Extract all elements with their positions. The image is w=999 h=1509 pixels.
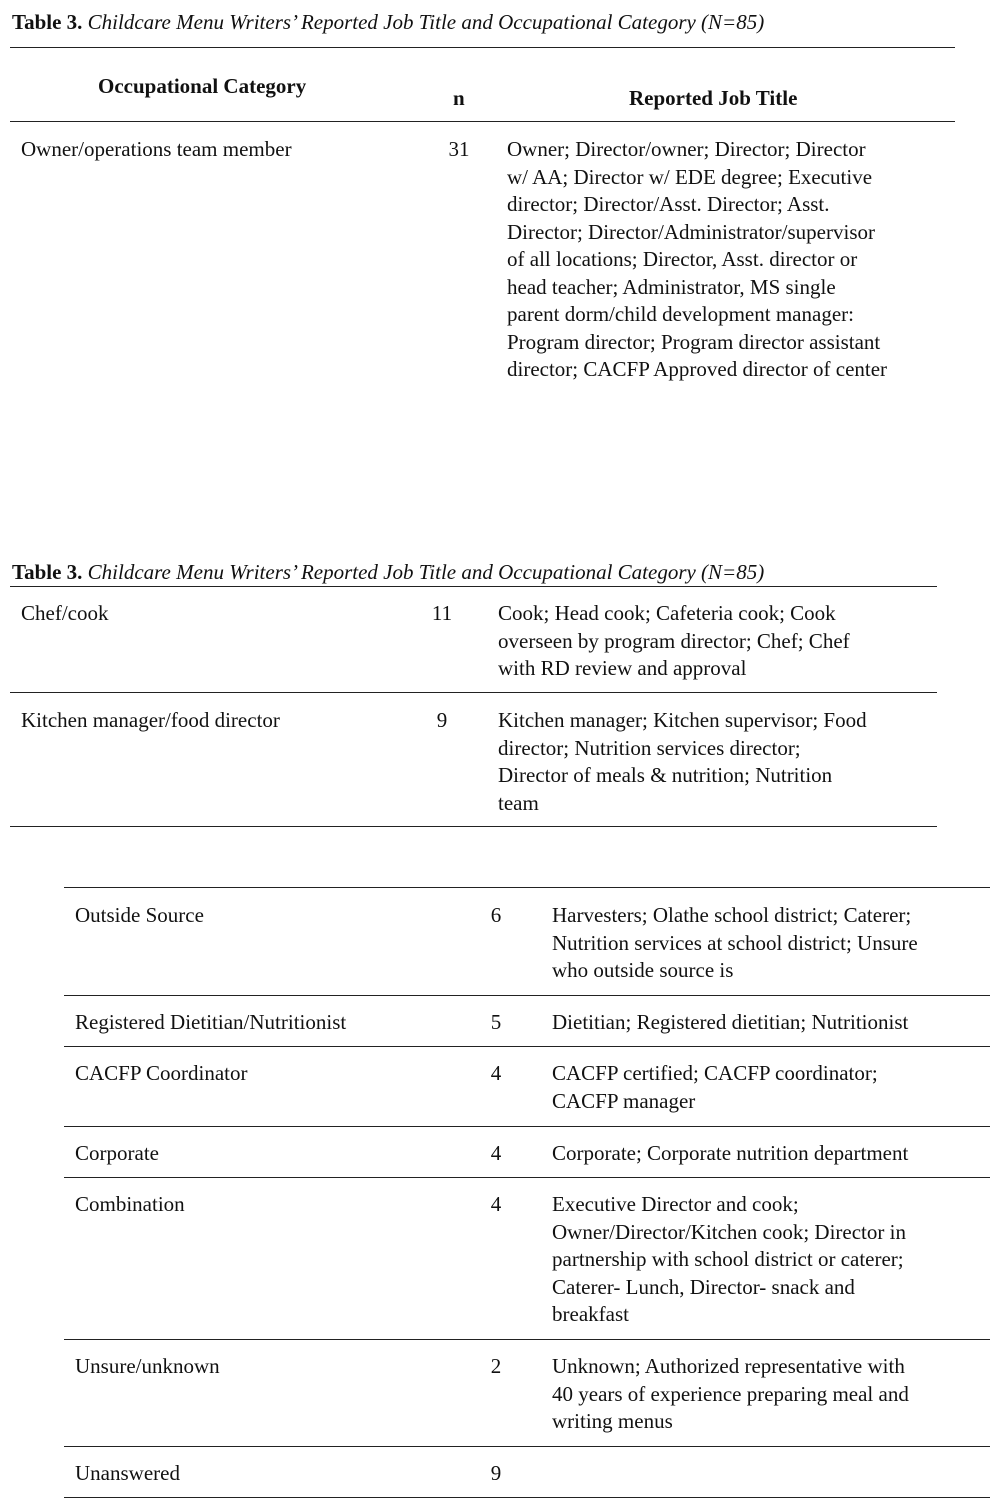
rule: [10, 586, 937, 587]
n-cell: 9: [436, 708, 448, 732]
job-title-line: Caterer- Lunch, Director- snack and: [552, 1274, 855, 1299]
job-title-cell: [552, 1140, 908, 1168]
job-title-line: director; Director/Asst. Director; Asst.: [507, 192, 830, 216]
n-cell: 9: [490, 1461, 502, 1485]
category-cell: Registered Dietitian/Nutritionist: [75, 1010, 347, 1034]
job-title-cell: [552, 1060, 878, 1115]
rule: [64, 1339, 990, 1340]
caption-title: Childcare Menu Writers’ Reported Job Title and Occupational Category (N=85): [87, 10, 765, 34]
rule: [64, 887, 990, 888]
table-caption: [12, 10, 764, 35]
job-title-cell: [552, 1191, 906, 1329]
job-title-cell: [498, 707, 867, 817]
job-title-line: Unknown; Authorized representative with: [552, 1354, 905, 1378]
n-cell: 4: [490, 1192, 502, 1216]
header-n: n: [453, 86, 465, 110]
rule: [64, 1046, 990, 1047]
category-cell: Kitchen manager/food director: [21, 708, 280, 732]
n-cell: 5: [490, 1010, 502, 1034]
job-title-line: parent dorm/child development manager:: [507, 302, 854, 326]
job-title-cell: [552, 902, 918, 985]
job-title-line: head teacher; Administrator, MS single: [507, 274, 836, 299]
rule: [10, 47, 955, 48]
job-title-line: Owner/Director/Kitchen cook; Director in: [552, 1219, 906, 1244]
job-title-line: Director of meals & nutrition; Nutrition: [498, 763, 833, 787]
category-cell: Combination: [75, 1192, 185, 1216]
rule: [64, 1497, 990, 1498]
caption-title: Childcare Menu Writers’ Reported Job Title and Occupational Category (N=85): [87, 560, 765, 584]
n-cell: 6: [490, 903, 502, 927]
rule: [64, 1177, 990, 1178]
category-cell: Owner/operations team member: [21, 137, 292, 161]
job-title-line: CACFP certified; CACFP coordinator;: [552, 1061, 878, 1085]
header-category: Occupational Category: [98, 74, 307, 98]
job-title-cell: [498, 600, 850, 683]
job-title-line: Program director; Program director assistant: [507, 329, 881, 354]
caption-label: Table 3.: [12, 10, 83, 34]
rule: [10, 692, 937, 693]
category-cell: Unsure/unknown: [75, 1354, 220, 1378]
job-title-cell: [552, 1009, 908, 1037]
n-cell: 4: [490, 1141, 502, 1165]
job-title-line: overseen by program director; Chef; Chef: [498, 628, 850, 653]
job-title-line: partnership with school district or caterer;: [552, 1247, 904, 1271]
category-cell: Corporate: [75, 1141, 159, 1165]
table-caption-repeat: [12, 560, 764, 585]
caption-label: Table 3.: [12, 560, 83, 584]
job-title-line: writing menus: [552, 1409, 673, 1433]
job-title-cell: [552, 1353, 909, 1436]
category-cell: Chef/cook: [21, 601, 109, 625]
job-title-line: Nutrition services at school district; Unsure: [552, 930, 918, 955]
job-title-line: breakfast: [552, 1302, 629, 1326]
n-cell: 11: [431, 601, 453, 625]
job-title-line: who outside source is: [552, 958, 734, 982]
job-title-line: Director; Director/Administrator/supervisor: [507, 219, 875, 244]
job-title-line: Harvesters; Olathe school district; Caterer;: [552, 903, 912, 927]
n-cell: 2: [490, 1354, 502, 1378]
job-title-line: Kitchen manager; Kitchen supervisor; Food: [498, 708, 867, 732]
job-title-line: 40 years of experience preparing meal and: [552, 1381, 909, 1406]
rule: [10, 826, 937, 827]
job-title-line: CACFP manager: [552, 1088, 696, 1113]
job-title-line: with RD review and approval: [498, 656, 747, 680]
job-title-line: Corporate; Corporate nutrition department: [552, 1141, 909, 1165]
job-title-line: team: [498, 790, 539, 815]
job-title-line: of all locations; Director, Asst. director or: [507, 247, 858, 271]
job-title-line: director; CACFP Approved director of center: [507, 357, 888, 381]
rule: [64, 1126, 990, 1127]
job-title-line: Executive Director and cook;: [552, 1192, 799, 1216]
job-title-line: Owner; Director/owner; Director; Director: [507, 137, 866, 161]
rule: [64, 1446, 990, 1447]
category-cell: Outside Source: [75, 903, 204, 927]
category-cell: CACFP Coordinator: [75, 1061, 248, 1085]
header-job-title: Reported Job Title: [629, 86, 798, 110]
rule: [10, 121, 955, 122]
n-cell: 31: [448, 137, 470, 161]
job-title-line: Dietitian; Registered dietitian; Nutritionist: [552, 1010, 909, 1034]
n-cell: 4: [490, 1061, 502, 1085]
category-cell: Unanswered: [75, 1461, 180, 1485]
job-title-cell: [507, 136, 887, 384]
job-title-line: Cook; Head cook; Cafeteria cook; Cook: [498, 601, 836, 625]
job-title-line: director; Nutrition services director;: [498, 735, 801, 760]
rule: [64, 995, 990, 996]
job-title-line: w/ AA; Director w/ EDE degree; Executive: [507, 164, 873, 189]
